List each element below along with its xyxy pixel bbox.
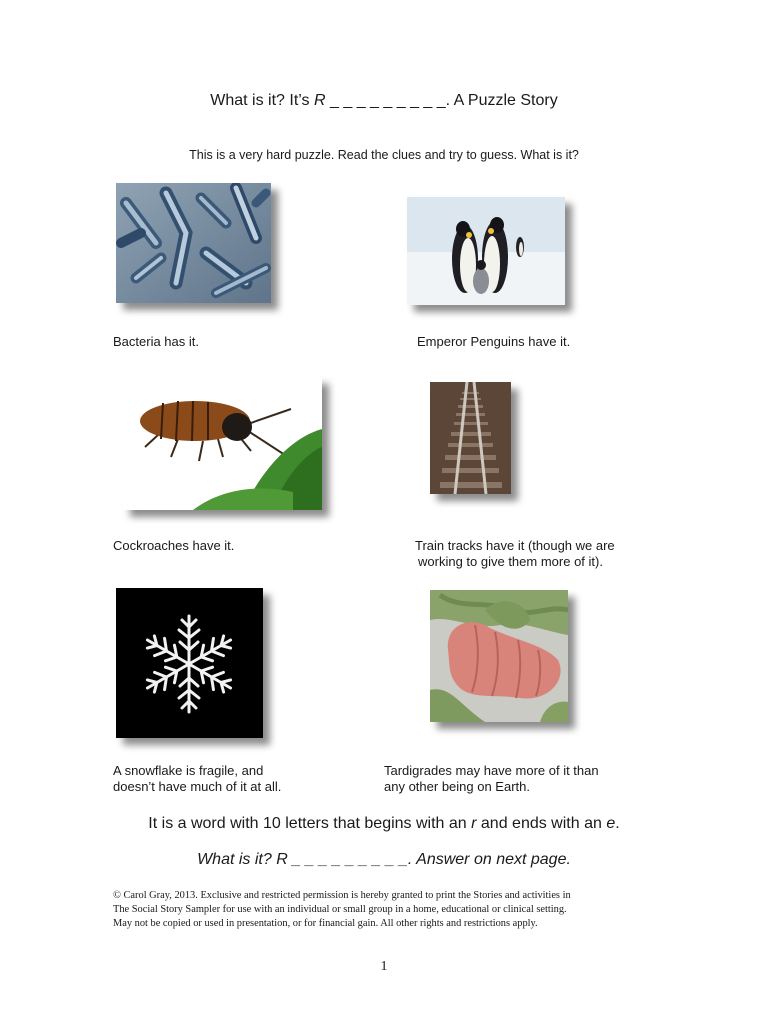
intro-text: This is a very hard puzzle. Read the clues and try to guess. What is it?: [189, 148, 579, 162]
title-letter: R: [314, 92, 326, 109]
cockroach-image: [123, 377, 322, 510]
caption-penguins: Emperor Penguins have it.: [417, 334, 571, 349]
tardigrade-image: [430, 590, 568, 722]
snowflake-image: [116, 588, 263, 738]
caption-train-tracks: [415, 538, 615, 570]
clue-sentence: [0, 815, 768, 833]
title-text: What is it? It’s: [210, 92, 314, 109]
caption-tardigrades: [384, 763, 599, 795]
caption-line: Train tracks have it (though we are: [415, 538, 615, 553]
question-line: What is it? R _ _ _ _ _ _ _ _ _. Answer on next page.: [197, 851, 571, 868]
title-subtitle: A Puzzle Story: [450, 92, 558, 109]
caption-line: doesn’t have much of it at all.: [113, 779, 282, 794]
caption-line: working to give them more of it).: [418, 554, 603, 569]
bacteria-image: [116, 183, 271, 303]
copyright-notice: [113, 889, 673, 931]
caption-line: Tardigrades may have more of it than: [384, 763, 599, 778]
caption-line: A snowflake is fragile, and: [113, 763, 264, 778]
clue-text: .: [615, 815, 620, 832]
emperor-penguins-image: [407, 197, 565, 305]
clue-text: It is a word with 10 letters that begins with an: [148, 815, 472, 832]
page-number: 1: [380, 959, 388, 974]
caption-cockroaches: Cockroaches have it.: [113, 538, 235, 553]
title-blanks: _ _ _ _ _ _ _ _ _.: [325, 92, 451, 109]
copyright-line: The Social Story Sampler for use with an individual or small group in a home, educational or clinical setting.: [113, 904, 567, 915]
caption-line: any other being on Earth.: [384, 779, 530, 794]
clue-text: and ends with an: [476, 815, 607, 832]
copyright-line: © Carol Gray, 2013. Exclusive and restricted permission is hereby granted to print the Stories and activities in: [113, 890, 571, 901]
clue-first-letter: r: [471, 815, 477, 832]
clue-last-letter: e: [606, 815, 616, 832]
copyright-line: May not be copied or used in presentation, or for financial gain. All other rights and restrictions apply.: [113, 918, 538, 929]
train-tracks-image: [430, 382, 511, 494]
page-title: [0, 92, 768, 110]
caption-snowflake: [113, 763, 281, 795]
caption-bacteria: Bacteria has it.: [113, 334, 199, 349]
